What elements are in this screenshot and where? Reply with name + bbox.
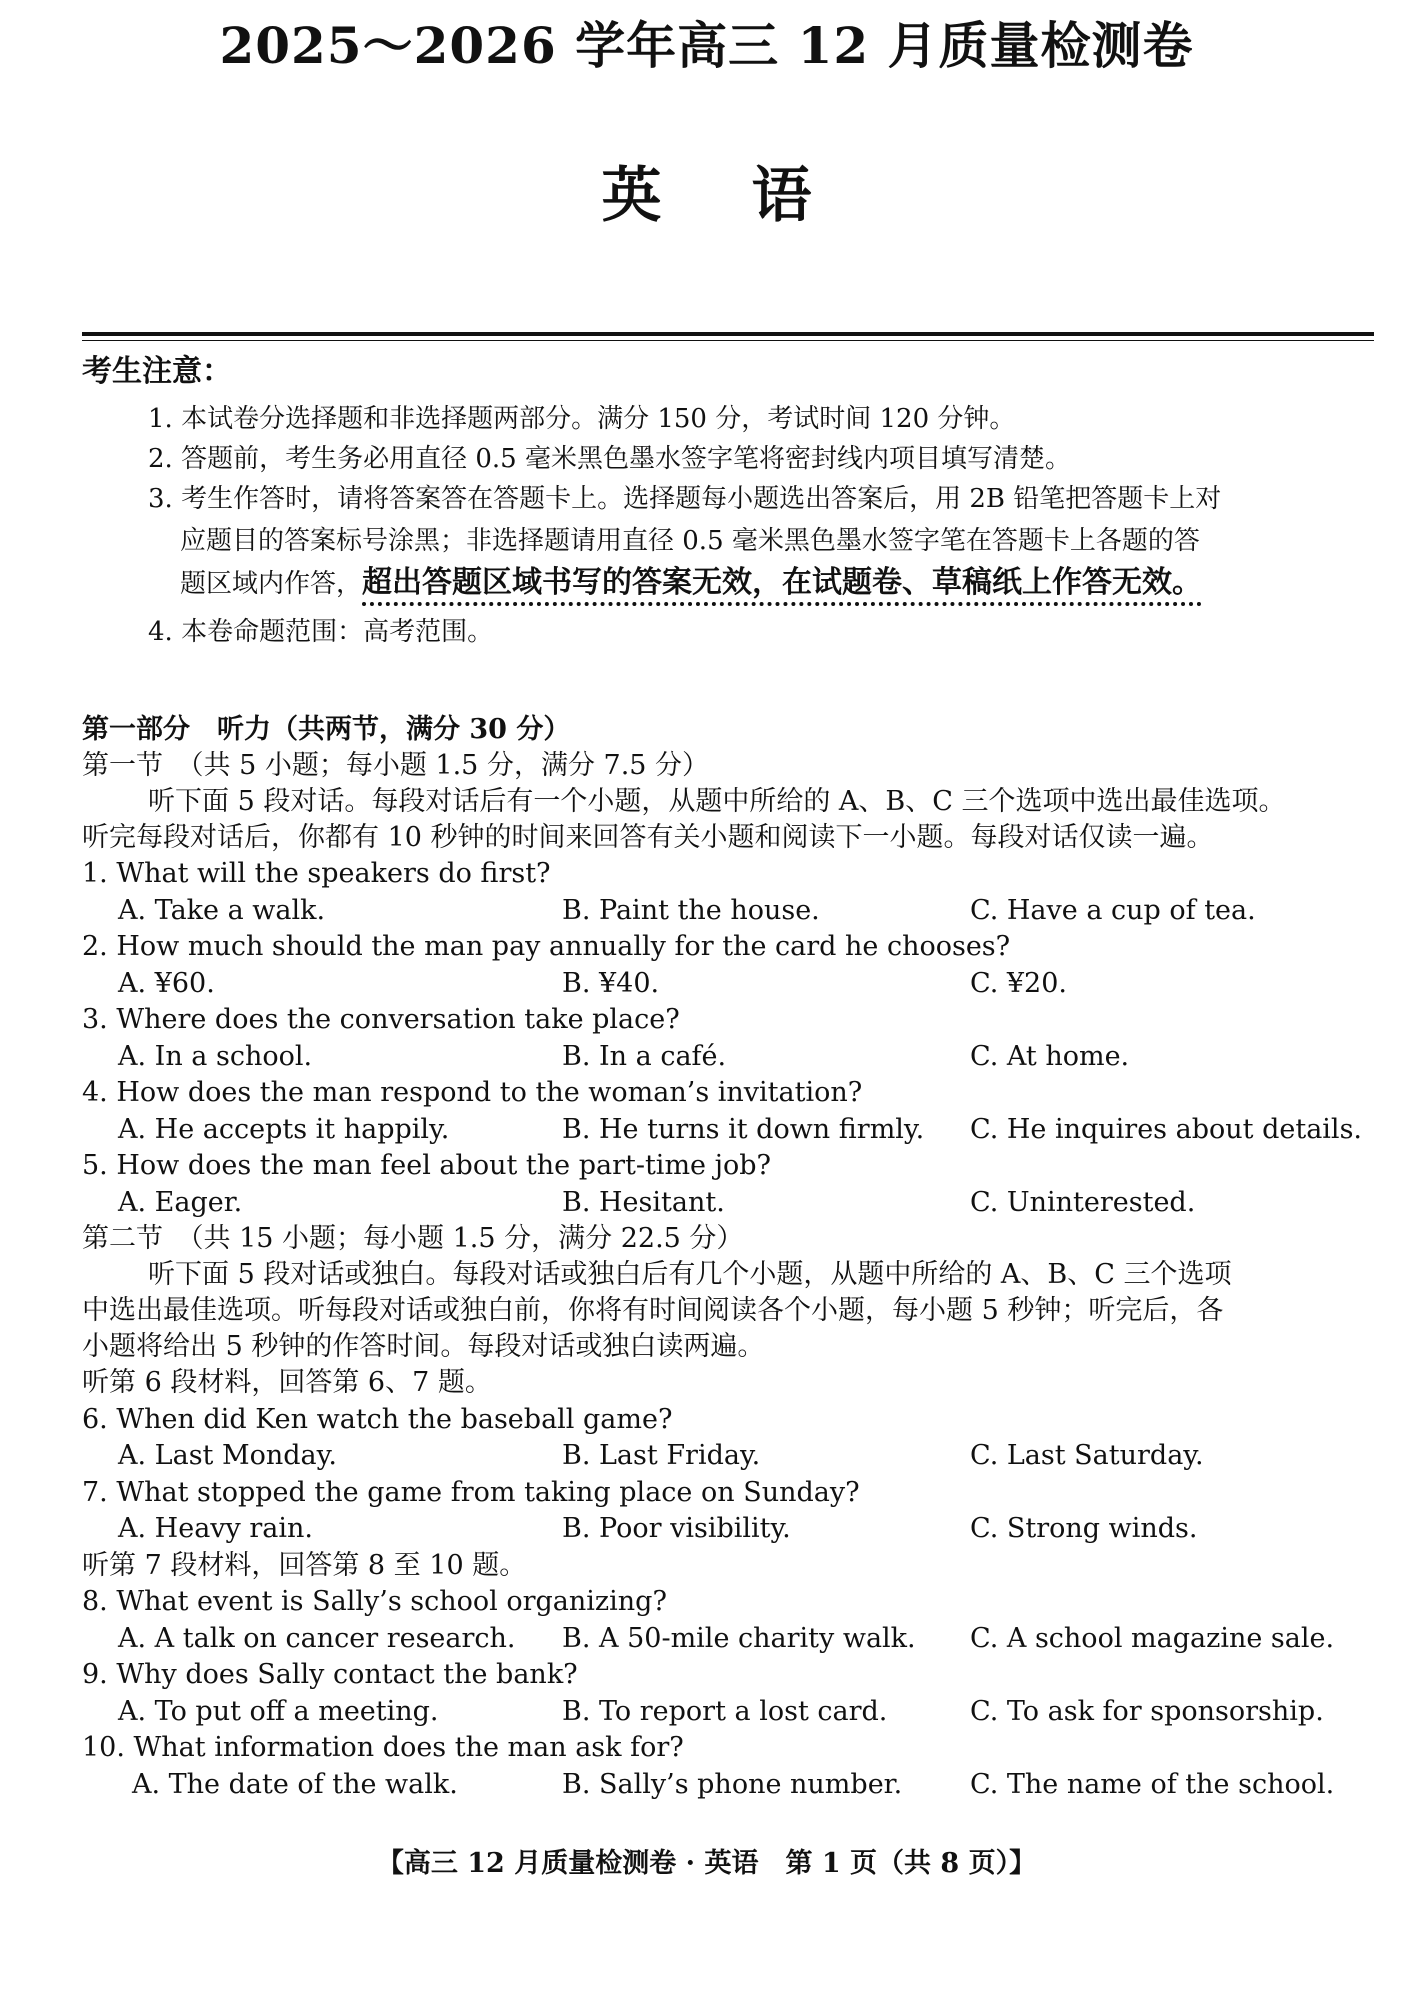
- notice-item-3-line2: 应题目的答案标号涂黑；非选择题请用直径 0.5 毫米黑色墨水签字笔在答题卡上各题的答: [180, 526, 1200, 556]
- question-6: 6. When did Ken watch the baseball game?: [82, 1403, 673, 1435]
- question-8: 8. What event is Sally’s school organizing?: [82, 1586, 667, 1617]
- header-rule-thin: [82, 340, 1374, 341]
- question-7-options: [82, 1511, 1382, 1548]
- option-c: C. The name of the school.: [970, 1768, 1335, 1800]
- option-b: B. To report a lost card.: [562, 1695, 888, 1727]
- exam-title: 2025～2026 学年高三 12 月质量检测卷: [219, 16, 1194, 75]
- option-c: C. To ask for sponsorship.: [970, 1695, 1324, 1727]
- section1-instr-1: 听下面 5 段对话。每段对话后有一个小题，从题中所给的 A、B、C 三个选项中选出最佳选项。: [148, 786, 1286, 817]
- section1-title: 第一节 （共 5 小题；每小题 1.5 分，满分 7.5 分）: [82, 750, 710, 781]
- section2-instr-2: 中选出最佳选项。听每段对话或独白前，你将有时间阅读各个小题，每小题 5 秒钟；听完后，各: [82, 1295, 1224, 1326]
- section1-instr-2: 听完每段对话后，你都有 10 秒钟的时间来回答有关小题和阅读下一小题。每段对话仅读一遍。: [82, 822, 1214, 853]
- question-8-options: [82, 1621, 1382, 1658]
- subject-title: 英语: [601, 161, 902, 231]
- question-9: 9. Why does Sally contact the bank?: [82, 1659, 578, 1690]
- option-a: A. Last Monday.: [118, 1440, 337, 1471]
- option-c: C. Last Saturday.: [970, 1440, 1204, 1471]
- option-b: B. A 50-mile charity walk.: [562, 1622, 916, 1654]
- option-a: A. He accepts it happily.: [118, 1113, 450, 1145]
- notice-item-2: 2. 答题前，考生务必用直径 0.5 毫米黑色墨水签字笔将密封线内项目填写清楚。: [148, 444, 1071, 474]
- question-2: 2. How much should the man pay annually for the card he chooses?: [82, 931, 1011, 962]
- option-b: B. Paint the house.: [562, 894, 820, 926]
- question-1: 1. What will the speakers do first?: [82, 858, 551, 889]
- option-c: C. At home.: [970, 1040, 1130, 1072]
- question-10-options: [82, 1767, 1382, 1804]
- notice-item-4: 4. 本卷命题范围：高考范围。: [148, 617, 494, 647]
- part1-title: 第一部分 听力（共两节，满分 30 分）: [82, 714, 571, 745]
- notice-item-3-prefix: 题区域内作答，: [180, 569, 363, 599]
- question-2-options: [82, 966, 1382, 1003]
- question-5: 5. How does the man feel about the part-time job?: [82, 1150, 771, 1181]
- option-a: A. In a school.: [118, 1040, 313, 1072]
- option-c: C. Uninterested.: [970, 1186, 1196, 1218]
- question-5-options: [82, 1185, 1382, 1222]
- question-6-options: [82, 1438, 1382, 1475]
- option-a: A. The date of the walk.: [132, 1768, 458, 1800]
- notice-item-3: 3. 考生作答时，请将答案答在答题卡上。选择题每小题选出答案后，用 2B 铅笔把答题卡上对: [148, 484, 1222, 514]
- option-a: A. A talk on cancer research.: [118, 1622, 516, 1654]
- question-10: 10. What information does the man ask for?: [82, 1732, 684, 1763]
- section2-instr-3: 小题将给出 5 秒钟的作答时间。每段对话或独白读两遍。: [82, 1331, 765, 1362]
- option-b: B. Poor visibility.: [562, 1513, 791, 1544]
- notice-emphasis: 超出答题区域书写的答案无效，在试题卷、草稿纸上作答无效。: [362, 565, 1203, 600]
- question-4: 4. How does the man respond to the woman’s invitation?: [82, 1077, 863, 1108]
- option-a: A. ¥60.: [118, 967, 215, 999]
- option-c: C. Have a cup of tea.: [970, 894, 1256, 926]
- material-7-heading: 听第 7 段材料，回答第 8 至 10 题。: [82, 1549, 527, 1581]
- option-a: A. Take a walk.: [118, 894, 326, 926]
- question-9-options: [82, 1694, 1382, 1731]
- option-c: C. He inquires about details.: [970, 1113, 1363, 1145]
- material-6-heading: 听第 6 段材料，回答第 6、7 题。: [82, 1367, 492, 1398]
- question-7: 7. What stopped the game from taking place on Sunday?: [82, 1476, 860, 1508]
- option-c: C. Strong winds.: [970, 1513, 1198, 1544]
- option-c: C. A school magazine sale.: [970, 1622, 1335, 1654]
- part1-block: [82, 712, 1382, 1803]
- section2-instr-1: 听下面 5 段对话或独白。每段对话或独白后有几个小题，从题中所给的 A、B、C 三个选项: [148, 1259, 1232, 1290]
- option-b: B. Last Friday.: [562, 1440, 761, 1471]
- question-1-options: [82, 893, 1382, 930]
- option-b: B. Sally’s phone number.: [562, 1768, 903, 1800]
- option-b: B. He turns it down firmly.: [562, 1113, 925, 1145]
- option-b: B. In a café.: [562, 1040, 727, 1072]
- question-4-options: [82, 1112, 1382, 1149]
- notice-title: 考生注意：: [82, 354, 232, 389]
- section2-title: 第二节 （共 15 小题；每小题 1.5 分，满分 22.5 分）: [82, 1223, 744, 1254]
- option-b: B. Hesitant.: [562, 1186, 725, 1218]
- option-a: A. Heavy rain.: [118, 1513, 313, 1544]
- page-footer: 【高三 12 月质量检测卷 · 英语 第 1 页（共 8 页）】: [376, 1848, 1037, 1879]
- notice-block: [82, 352, 1382, 651]
- option-a: A. To put off a meeting.: [118, 1695, 439, 1727]
- option-b: B. ¥40.: [562, 967, 660, 999]
- question-3-options: [82, 1039, 1382, 1076]
- question-3: 3. Where does the conversation take place?: [82, 1004, 680, 1035]
- notice-item-3-line3: [180, 564, 1382, 603]
- notice-item-1: 1. 本试卷分选择题和非选择题两部分。满分 150 分，考试时间 120 分钟。: [148, 404, 1016, 434]
- header-rule-thick: [82, 332, 1374, 336]
- option-c: C. ¥20.: [970, 967, 1067, 999]
- option-a: A. Eager.: [118, 1186, 243, 1218]
